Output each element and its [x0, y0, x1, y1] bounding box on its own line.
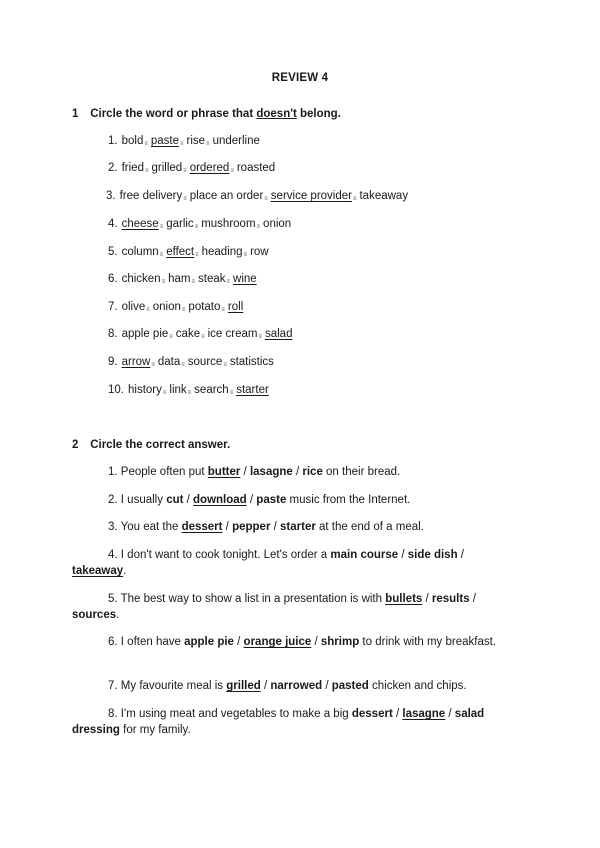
word-option: fried: [121, 162, 144, 174]
exercise-1-item: [108, 218, 291, 230]
item-number: 1.: [108, 466, 118, 478]
exercise-2-instruction: Circle the correct answer.: [90, 439, 231, 451]
separator-mark: ≡: [187, 390, 192, 396]
separator-mark: ≡: [194, 224, 199, 230]
underlined-answer: cheese: [121, 218, 159, 230]
item-number: 8.: [108, 328, 118, 340]
exercise-2-number: 2: [72, 439, 79, 451]
word-option: heading: [201, 246, 243, 258]
slash: /: [322, 680, 332, 692]
word-option: roasted: [236, 162, 276, 174]
underlined-answer: dessert: [181, 521, 223, 533]
item-number: 2.: [108, 162, 118, 174]
underlined-answer: effect: [166, 246, 195, 258]
exercise-1-heading: [72, 108, 341, 120]
exercise-1-instruction-pre: Circle the word or phrase that: [90, 108, 257, 120]
separator-mark: ≡: [258, 334, 262, 340]
separator-mark: ≡: [183, 196, 187, 202]
slash: /: [398, 549, 408, 561]
word-option: chicken: [121, 273, 161, 285]
word-option: ice cream: [207, 328, 258, 340]
exercise-2-item: [72, 519, 512, 535]
separator-mark: ≡: [161, 279, 166, 285]
underlined-answer: butter: [207, 466, 241, 478]
separator-mark: ≡: [352, 196, 357, 202]
exercise-2-item: [72, 678, 512, 694]
item-number: 7.: [108, 680, 118, 692]
exercise-2-item: [72, 591, 512, 623]
separator-mark: ≡: [146, 307, 150, 313]
word-option: statistics: [229, 356, 274, 368]
word-option: mushroom: [201, 218, 256, 230]
underlined-answer: takeaway: [72, 565, 124, 577]
separator-mark: ≡: [226, 279, 231, 285]
separator-mark: ≡: [191, 279, 195, 285]
slash: /: [311, 636, 321, 648]
sentence-end: music from the Internet.: [286, 494, 411, 506]
underlined-answer: grilled: [226, 680, 261, 692]
sentence-start: I'm using meat and vegetables to make a big: [120, 708, 352, 720]
underlined-answer: ordered: [189, 162, 230, 174]
answer-option: cut: [166, 494, 184, 506]
word-option: data: [157, 356, 181, 368]
exercise-1-item: [108, 246, 269, 258]
slash: /: [270, 521, 281, 533]
word-option: takeaway: [359, 190, 409, 202]
answer-option: starter: [280, 521, 316, 533]
sentence-end: at the end of a meal.: [315, 521, 424, 533]
answer-option: side dish: [407, 549, 458, 561]
item-number: 6.: [108, 636, 118, 648]
sentence-end: on their bread.: [322, 466, 401, 478]
slash: /: [457, 549, 464, 561]
separator-mark: ≡: [144, 141, 148, 147]
exercise-1-item: [108, 162, 275, 174]
slash: /: [292, 466, 303, 478]
sentence-end: for my family.: [119, 724, 191, 736]
item-number: 10.: [108, 384, 124, 396]
word-option: rise: [186, 135, 206, 147]
word-option: apple pie: [121, 328, 169, 340]
slash: /: [469, 593, 476, 605]
slash: /: [240, 466, 250, 478]
sentence-end: chicken and chips.: [368, 680, 467, 692]
item-number: 5.: [108, 246, 118, 258]
answer-option: results: [431, 593, 470, 605]
exercise-1-item: [108, 135, 260, 147]
sentence-end: .: [123, 565, 127, 577]
item-number: 4.: [108, 218, 118, 230]
word-option: steak: [198, 273, 226, 285]
slash: /: [392, 708, 403, 720]
sentence-start: I don't want to cook tonight. Let's order a: [120, 549, 331, 561]
separator-mark: ≡: [243, 252, 248, 258]
slash: /: [246, 494, 257, 506]
sentence-start: I often have: [120, 636, 185, 648]
word-option: cake: [175, 328, 201, 340]
underlined-answer: lasagne: [402, 708, 446, 720]
answer-option: sources: [72, 609, 117, 621]
separator-mark: ≡: [230, 168, 234, 174]
exercise-2-item: [72, 492, 512, 508]
exercise-1-number: 1: [72, 108, 79, 120]
separator-mark: ≡: [169, 334, 173, 340]
word-option: history: [128, 384, 162, 396]
separator-mark: ≡: [256, 224, 261, 230]
sentence-start: My favourite meal is: [120, 680, 227, 692]
exercise-1-instruction-underlined: doesn't: [256, 108, 297, 120]
word-option: link: [169, 384, 187, 396]
sentence-start: The best way to show a list in a presentation is with: [120, 593, 386, 605]
word-option: olive: [121, 301, 146, 313]
separator-mark: ≡: [181, 362, 185, 368]
item-number: 8.: [108, 708, 118, 720]
exercise-1-item: [108, 301, 243, 313]
separator-mark: ≡: [181, 307, 186, 313]
word-option: onion: [263, 218, 292, 230]
exercise-2-item: [72, 464, 512, 480]
word-option: source: [187, 356, 223, 368]
separator-mark: ≡: [223, 362, 227, 368]
underlined-answer: roll: [227, 301, 244, 313]
separator-mark: ≡: [195, 252, 199, 258]
item-number: 3.: [106, 190, 116, 202]
page-title: REVIEW 4: [271, 72, 329, 84]
slash: /: [222, 521, 233, 533]
underlined-answer: salad: [264, 328, 293, 340]
separator-mark: ≡: [201, 334, 205, 340]
slash: /: [233, 636, 244, 648]
answer-option: apple pie: [184, 636, 234, 648]
item-number: 1.: [108, 135, 118, 147]
separator-mark: ≡: [264, 196, 268, 202]
word-option: underline: [212, 135, 260, 147]
slash: /: [260, 680, 271, 692]
answer-option: pepper: [232, 521, 271, 533]
underlined-answer: wine: [233, 273, 257, 285]
separator-mark: ≡: [183, 168, 187, 174]
word-option: column: [121, 246, 159, 258]
word-option: place an order: [189, 190, 264, 202]
underlined-answer: service provider: [270, 190, 352, 202]
separator-mark: ≡: [144, 168, 149, 174]
answer-option: main course: [330, 549, 399, 561]
word-option: row: [250, 246, 269, 258]
item-number: 4.: [108, 549, 118, 561]
sentence-start: You eat the: [120, 521, 182, 533]
slash: /: [445, 708, 455, 720]
item-number: 2.: [108, 494, 118, 506]
sentence-end: to drink with my breakfast.: [359, 636, 497, 648]
underlined-answer: starter: [236, 384, 269, 396]
separator-mark: ≡: [151, 362, 155, 368]
exercise-1-item: [108, 328, 292, 340]
word-option: bold: [121, 135, 144, 147]
underlined-answer: arrow: [121, 356, 151, 368]
item-number: 5.: [108, 593, 118, 605]
exercise-2-item: [72, 634, 512, 650]
sentence-end: .: [116, 609, 120, 621]
separator-mark: ≡: [221, 307, 225, 313]
answer-option: dessert: [351, 708, 393, 720]
answer-option: rice: [302, 466, 323, 478]
item-number: 7.: [108, 301, 118, 313]
exercise-1-instruction-post: belong.: [296, 108, 341, 120]
slash: /: [422, 593, 432, 605]
sentence-start: People often put: [120, 466, 208, 478]
separator-mark: ≡: [229, 390, 234, 396]
exercise-1-item: [108, 384, 269, 396]
exercise-1-item: [108, 273, 257, 285]
exercise-2-item: [72, 547, 512, 579]
separator-mark: ≡: [162, 390, 167, 396]
word-option: onion: [152, 301, 181, 313]
word-option: search: [194, 384, 229, 396]
exercise-1-item: [106, 190, 408, 202]
slash: /: [183, 494, 194, 506]
word-option: ham: [168, 273, 191, 285]
separator-mark: ≡: [159, 224, 164, 230]
underlined-answer: paste: [150, 135, 179, 147]
item-number: 6.: [108, 273, 118, 285]
item-number: 3.: [108, 521, 118, 533]
item-number: 9.: [108, 356, 118, 368]
word-option: free delivery: [119, 190, 183, 202]
answer-option: lasagne: [249, 466, 293, 478]
answer-option: salad dressing: [72, 708, 485, 736]
word-option: garlic: [166, 218, 194, 230]
sentence-start: I usually: [120, 494, 167, 506]
answer-option: paste: [256, 494, 287, 506]
separator-mark: ≡: [180, 141, 184, 147]
answer-option: narrowed: [270, 680, 323, 692]
answer-option: pasted: [331, 680, 369, 692]
underlined-answer: bullets: [385, 593, 423, 605]
exercise-2-heading: [72, 439, 230, 451]
word-option: grilled: [151, 162, 183, 174]
exercise-1-item: [108, 356, 274, 368]
separator-mark: ≡: [159, 252, 164, 258]
underlined-answer: orange juice: [243, 636, 312, 648]
exercise-2-item: [72, 706, 512, 738]
answer-option: shrimp: [320, 636, 360, 648]
separator-mark: ≡: [206, 141, 210, 147]
word-option: potato: [188, 301, 221, 313]
underlined-answer: download: [193, 494, 247, 506]
